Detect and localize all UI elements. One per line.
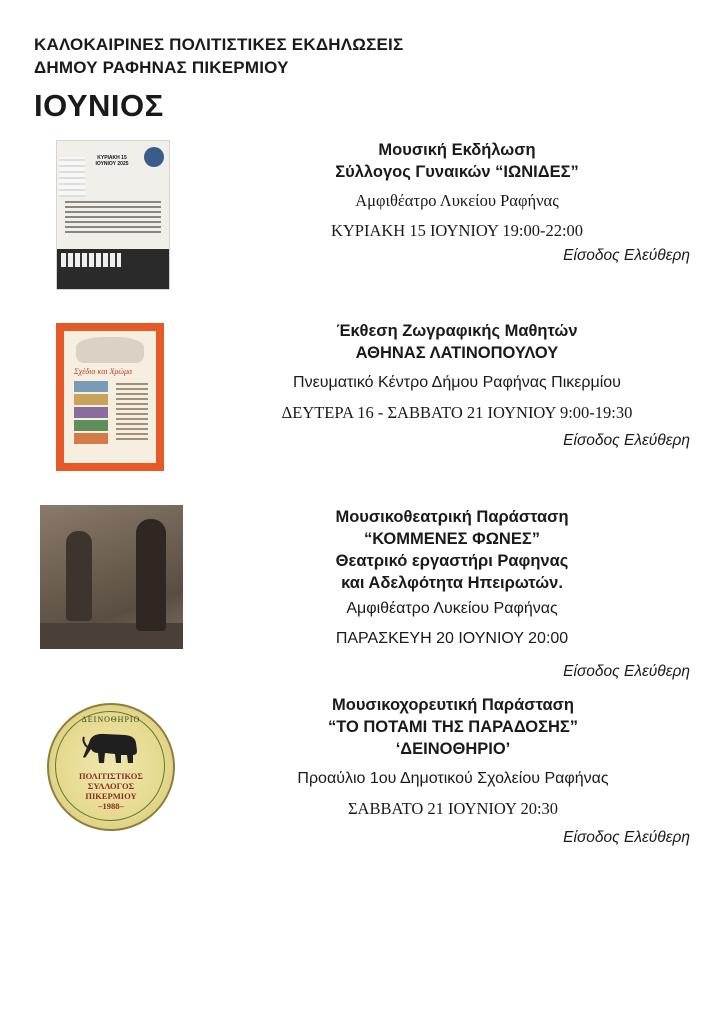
dancer-figure	[66, 531, 92, 621]
event-3-photo	[40, 505, 183, 649]
event-4-text	[254, 694, 652, 820]
event-1-text	[290, 139, 624, 242]
sketch-graphic	[76, 337, 144, 363]
event-2-poster	[56, 323, 164, 471]
event-organizer: Σύλλογος Γυναικών “ΙΩΝΙΔΕΣ”	[335, 163, 579, 181]
event-title: Έκθεση Ζωγραφικής Μαθητών	[336, 322, 578, 340]
event-2-text	[240, 320, 674, 424]
piano-keys-graphic	[61, 253, 121, 267]
event-show-name: “ΚΟΜΜΕΝΕΣ ΦΩΝΕΣ”	[364, 530, 540, 548]
logo-top-text: ΔΕΙΝΟΘΗΡΙΟ	[81, 715, 141, 724]
event-datetime: ΣΑΒΒΑΤΟ 21 ΙΟΥΝΙΟΥ 20:30	[347, 799, 559, 818]
event-title: Μουσική Εκδήλωση	[378, 141, 536, 159]
poster-title: Σχέδιο και Χρώμα	[74, 367, 133, 376]
event-datetime: ΠΑΡΑΣΚΕΥΗ 20 ΙΟΥΝΙΟΥ 20:00	[335, 630, 569, 647]
event-2-entry: Είσοδος Ελεύθερη	[563, 432, 690, 449]
event-datetime: ΔΕΥΤΕΡΑ 16 - ΣΑΒΒΑΤΟ 21 ΙΟΥΝΙΟΥ 9:00-19:30	[281, 403, 633, 422]
student-list	[116, 383, 148, 443]
event-organizer: ‘ΔΕΙΝΟΘΗΡΙΟ’	[395, 740, 511, 758]
event-organizer-2: και Αδελφότητα Ηπειρωτών.	[341, 574, 563, 592]
event-venue: Αμφιθέατρο Λυκείου Ραφήνας	[346, 600, 558, 617]
event-1-poster	[56, 140, 170, 290]
event-title: Μουσικοχορευτική Παράσταση	[332, 696, 574, 714]
header-line-2: ΔΗΜΟΥ ΡΑΦΗΝΑΣ ΠΙΚΕΡΜΙΟΥ	[34, 58, 289, 77]
dancer-figure	[136, 519, 166, 631]
event-organizer: Θεατρικό εργαστήρι Ραφηνας	[335, 552, 569, 570]
artwork-thumbnails	[74, 381, 108, 446]
poster-date: ΚΥΡΙΑΚΗ 15 ΙΟΥΝΙΟΥ 2025	[95, 155, 129, 167]
header-line-1: ΚΑΛΟΚΑΙΡΙΝΕΣ ΠΟΛΙΤΙΣΤΙΚΕΣ ΕΚΔΗΛΩΣΕΙΣ	[34, 35, 404, 54]
event-artist: ΑΘΗΝΑΣ ΛΑΤΙΝΟΠΟΥΛΟΥ	[355, 344, 559, 362]
event-venue: Προαύλιο 1ου Δημοτικού Σχολείου Ραφήνας	[297, 770, 609, 787]
elephant-icon	[81, 729, 141, 765]
poster-text-block	[65, 201, 161, 236]
event-1-entry: Είσοδος Ελεύθερη	[563, 247, 690, 264]
logo-name: ΠΟΛΙΤΙΣΤΙΚΟΣ ΣΥΛΛΟΓΟΣ ΠΙΚΕΡΜΙΟΥ –1988–	[79, 771, 143, 811]
event-3-text	[285, 506, 619, 650]
event-venue: Πνευματικό Κέντρο Δήμου Ραφήνας Πικερμίου	[293, 374, 621, 391]
event-title: Μουσικοθεατρική Παράσταση	[335, 508, 569, 526]
sheet-music-graphic	[59, 157, 85, 197]
organizer-logo-icon	[144, 147, 164, 167]
page-header	[34, 33, 403, 79]
event-show-name: “ΤΟ ΠΟΤΑΜΙ ΤΗΣ ΠΑΡΑΔΟΣΗΣ”	[327, 718, 579, 736]
event-3-entry: Είσοδος Ελεύθερη	[563, 663, 690, 680]
event-datetime: ΚΥΡΙΑΚΗ 15 ΙΟΥΝΙΟΥ 19:00-22:00	[330, 221, 584, 240]
month-heading: ΙΟΥΝΙΟΣ	[34, 88, 164, 123]
event-4-entry: Είσοδος Ελεύθερη	[563, 829, 690, 846]
event-4-logo	[47, 703, 175, 831]
event-venue: Αμφιθέατρο Λυκείου Ραφήνας	[355, 191, 559, 210]
